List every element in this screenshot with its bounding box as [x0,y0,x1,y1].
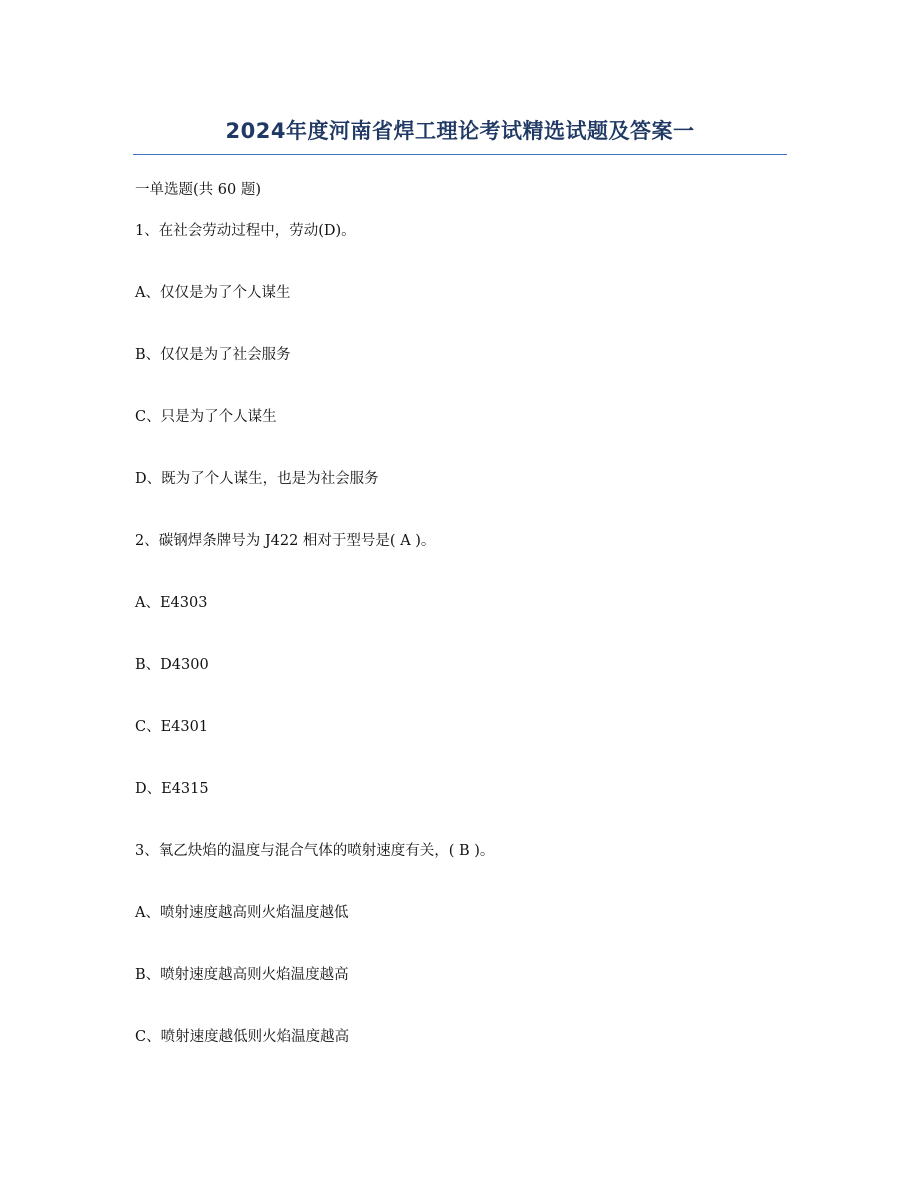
question-3-stem: 3、氧乙炔焰的温度与混合气体的喷射速度有关，( B )。 [135,843,495,859]
question-1-option-b: B、仅仅是为了社会服务 [135,347,291,363]
question-2-option-d: D、E4315 [135,781,209,797]
question-1-option-d: D、既为了个人谋生，也是为社会服务 [135,471,379,487]
title-divider [133,154,787,155]
question-3-option-b: B、喷射速度越高则火焰温度越高 [135,967,349,983]
question-3-option-a: A、喷射速度越高则火焰温度越低 [135,905,349,921]
document-title: 2024年度河南省焊工理论考试精选试题及答案一 [225,119,695,143]
question-3-option-c: C、喷射速度越低则火焰温度越高 [135,1029,350,1045]
question-1-option-a: A、仅仅是为了个人谋生 [135,285,291,301]
question-1-option-c: C、只是为了个人谋生 [135,409,277,425]
question-2-option-b: B、D4300 [135,657,209,673]
question-1-stem: 1、在社会劳动过程中，劳动(D)。 [135,223,356,239]
section-heading: 一单选题(共 60 题) [135,182,261,198]
question-2-option-c: C、E4301 [135,719,209,735]
question-2-option-a: A、E4303 [135,595,208,611]
question-2-stem: 2、碳钢焊条牌号为 J422 相对于型号是( A )。 [135,533,436,549]
